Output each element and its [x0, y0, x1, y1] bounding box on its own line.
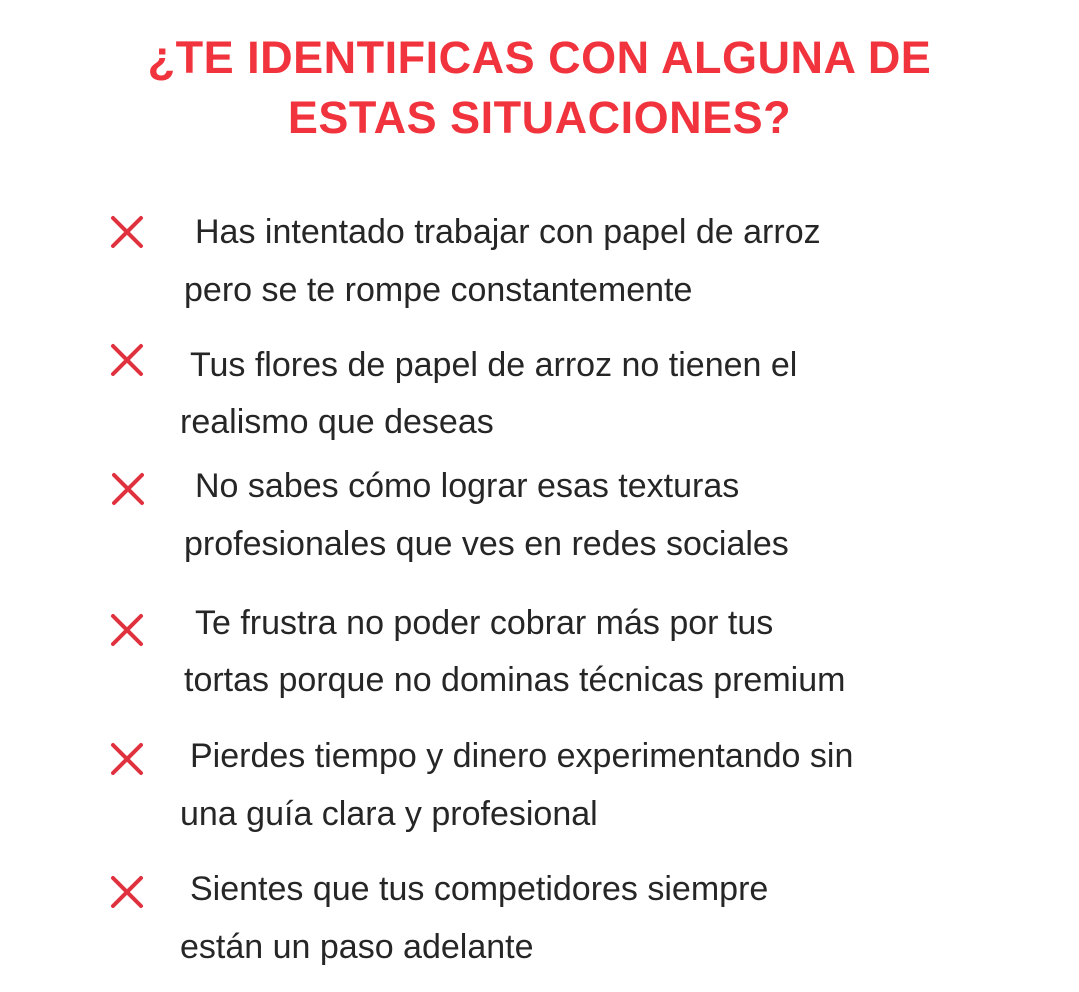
heading-line-2: ESTAS SITUACIONES?	[287, 92, 792, 143]
heading-line-1: ¿TE IDENTIFICAS CON ALGUNA DE	[147, 32, 932, 83]
x-mark-icon	[110, 875, 144, 909]
item-text-line-1: Te frustra no poder cobrar más por tus	[195, 604, 774, 642]
x-mark-icon	[110, 742, 144, 776]
item-text-line-1: Has intentado trabajar con papel de arroz	[195, 213, 821, 251]
item-text-line-2: realismo que deseas	[180, 403, 494, 441]
x-mark-icon	[110, 215, 144, 249]
item-text-line-1: Pierdes tiempo y dinero experimentando sin	[190, 737, 854, 775]
item-text-line-2: profesionales que ves en redes sociales	[184, 525, 789, 563]
x-mark-icon	[110, 343, 144, 377]
item-text-line-2: tortas porque no dominas técnicas premium	[184, 661, 846, 699]
item-text-line-2: pero se te rompe constantemente	[184, 271, 693, 309]
item-text-line-2: una guía clara y profesional	[180, 795, 598, 833]
x-mark-icon	[111, 472, 145, 506]
item-text-line-1: No sabes cómo lograr esas texturas	[195, 467, 740, 505]
x-mark-icon	[110, 613, 144, 647]
item-text-line-2: están un paso adelante	[180, 928, 534, 966]
item-text-line-1: Tus flores de papel de arroz no tienen el	[190, 346, 798, 384]
item-text-line-1: Sientes que tus competidores siempre	[190, 870, 769, 908]
